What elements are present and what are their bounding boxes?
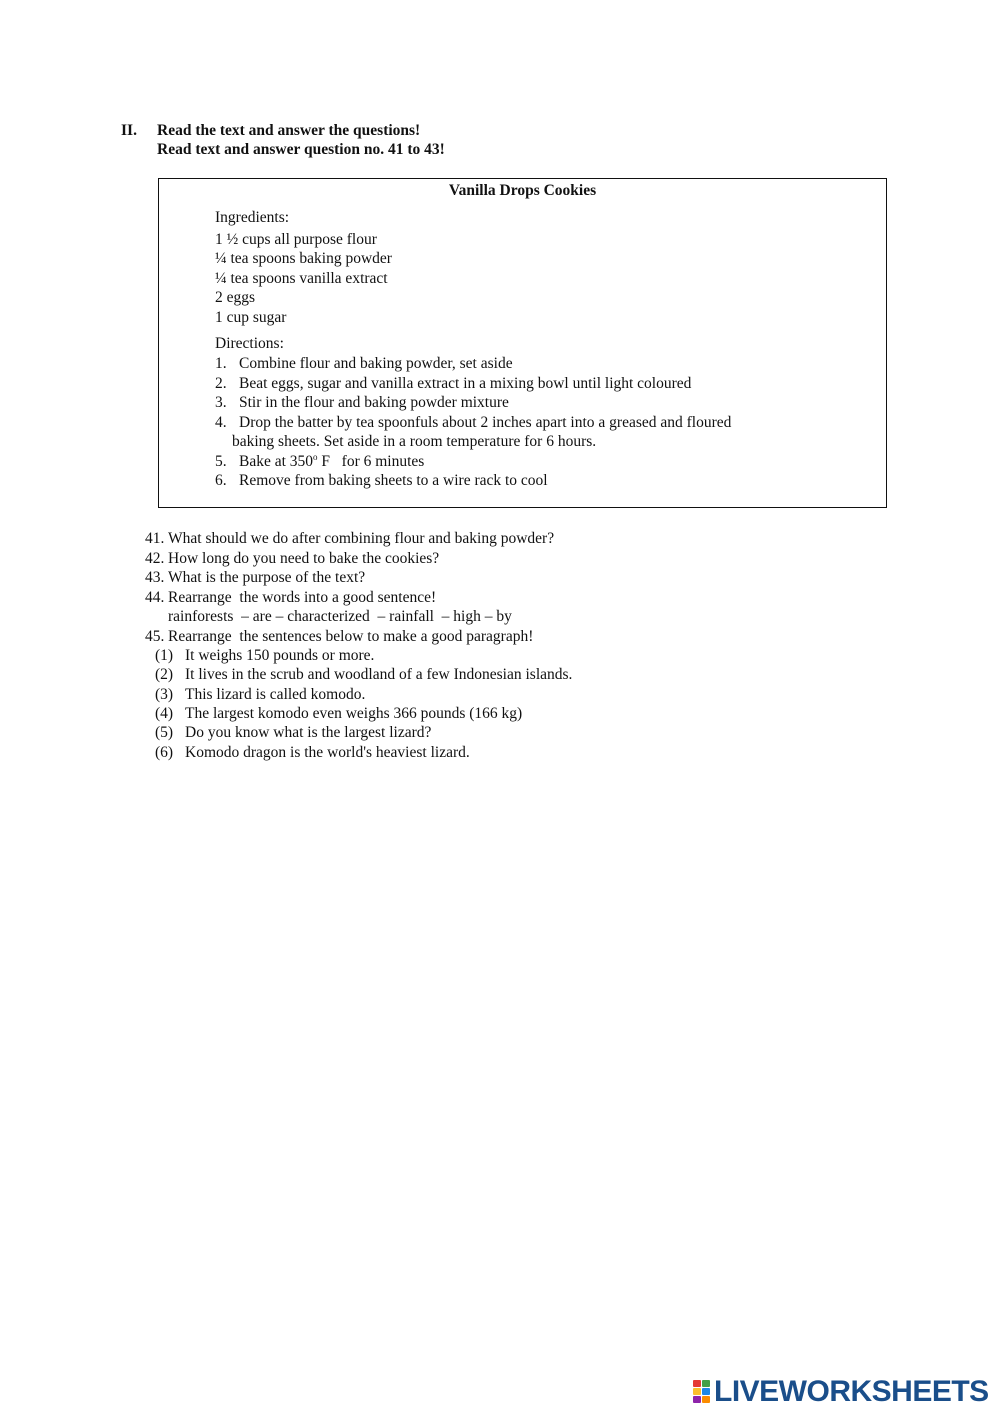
direction-text: Beat eggs, sugar and vanilla extract in a mixing bowl until light coloured [239, 375, 692, 392]
question-text: Rearrange the words into a good sentence! [168, 589, 437, 606]
question-number: 43. [145, 569, 165, 586]
question-text: How long do you need to bake the cookies? [168, 550, 440, 567]
sentence-number: (5) [155, 724, 174, 741]
ingredient-item: ¼ tea spoons vanilla extract [215, 270, 388, 287]
instruction-line-1: Read the text and answer the questions! [157, 122, 421, 139]
liveworksheets-icon [693, 1380, 711, 1404]
direction-text: Stir in the flour and baking powder mixture [239, 394, 509, 411]
sentence-text: This lizard is called komodo. [185, 686, 366, 703]
direction-number: 1. [215, 355, 227, 372]
question-number: 45. [145, 628, 165, 645]
instruction-line-2: Read text and answer question no. 41 to 43! [157, 141, 445, 158]
direction-text [239, 454, 424, 470]
recipe-title: Vanilla Drops Cookies [448, 182, 597, 199]
sentence-text: It lives in the scrub and woodland of a few Indonesian islands. [185, 666, 573, 683]
degree-superscript: o [313, 452, 318, 462]
sentence-number: (2) [155, 666, 174, 683]
logo-text: LIVEWORKSHEETS [714, 1375, 989, 1408]
sentence-text: The largest komodo even weighs 366 pounds (166 kg) [185, 705, 523, 722]
question-number: 44. [145, 589, 165, 606]
sentence-number: (4) [155, 705, 174, 722]
recipe-box [158, 178, 887, 508]
direction-number: 3. [215, 394, 227, 411]
logo-icon-block [693, 1380, 701, 1387]
ingredient-item: 1 ½ cups all purpose flour [215, 231, 377, 248]
logo-icon-block [693, 1388, 701, 1395]
direction-number: 5. [215, 453, 227, 470]
directions-label: Directions: [215, 335, 284, 352]
sentence-number: (3) [155, 686, 174, 703]
liveworksheets-logo[interactable] [693, 1375, 989, 1408]
direction-continuation: baking sheets. Set aside in a room temperature for 6 hours. [232, 433, 597, 450]
logo-icon-block [702, 1380, 710, 1387]
ingredient-item: 1 cup sugar [215, 309, 287, 326]
question-text: What should we do after combining flour and baking powder? [168, 530, 555, 547]
direction-number: 6. [215, 472, 227, 489]
logo-icon-block [693, 1396, 701, 1403]
sentence-text: Do you know what is the largest lizard? [185, 724, 432, 741]
sentence-text: Komodo dragon is the world's heaviest lizard. [185, 744, 470, 761]
ingredients-label: Ingredients: [215, 209, 290, 226]
sentence-number: (1) [155, 647, 174, 664]
question-number: 41. [145, 530, 165, 547]
direction-text: Remove from baking sheets to a wire rack to cool [239, 472, 548, 489]
sentence-text: It weighs 150 pounds or more. [185, 647, 375, 664]
ingredient-item: ¼ tea spoons baking powder [215, 250, 392, 267]
logo-icon-block [702, 1396, 710, 1403]
ingredient-item: 2 eggs [215, 289, 256, 306]
direction-number: 4. [215, 414, 227, 431]
question-text: Rearrange the sentences below to make a good paragraph! [168, 628, 534, 645]
direction-number: 2. [215, 375, 227, 392]
direction-text-after: F for 6 minutes [317, 453, 425, 470]
sentence-number: (6) [155, 744, 174, 761]
section-number: II. [121, 122, 137, 139]
word-scramble: rainforests – are – characterized – rainfall – high – by [168, 608, 512, 625]
direction-text: Drop the batter by tea spoonfuls about 2 inches apart into a greased and floured [239, 414, 732, 431]
question-text: What is the purpose of the text? [168, 569, 366, 586]
question-number: 42. [145, 550, 165, 567]
direction-text: Combine flour and baking powder, set aside [239, 355, 513, 372]
logo-icon-block [702, 1388, 710, 1395]
direction-text-before: Bake at 350 [239, 453, 314, 470]
